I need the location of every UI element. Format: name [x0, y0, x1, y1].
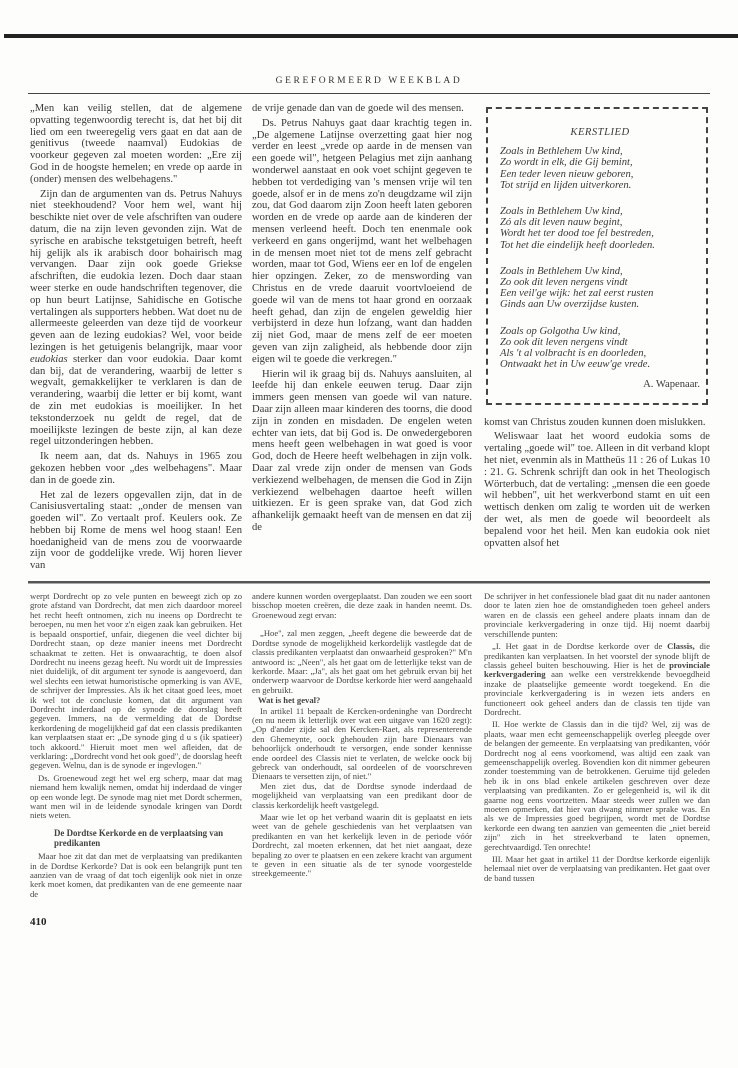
poem-stanza [500, 266, 700, 311]
upper-section [0, 103, 738, 575]
text-run: „I. Het gaat in de Dordtse kerkorde over de [492, 641, 668, 652]
poem-author: A. Wapenaar. [643, 379, 700, 391]
poem-line: Een veil'ge wijk: het zal eerst rusten [500, 288, 654, 300]
paragraph: andere kunnen worden overgeplaatst. Dan zouden we een soort bisschop moeten creëren, die deze zaak in handen neemt. Ds. Groenewoud zegt ervan: [252, 591, 472, 620]
poem-stanza [500, 206, 700, 251]
paragraph: Maar wie let op het verband waarin dit is geplaatst en iets weet van de gehele geschiedenis van het verplaatsen van predikanten en van het kerkelijk leven in de periode vóór Dordrecht, zal moeten erkennen, dat het niet aangaat, deze bepaling zo over te plaatsen en een zekere kracht van argument te geven in een situatie als de ter synode voorgestelde streekgemeente." [252, 812, 472, 879]
text-run: die predikanten kan verplaatsen. In het voorstel der synode blijft de classis geheel buiten beschouwing. Hier is het de [484, 641, 710, 670]
text-run: Zijn dan de argumenten van ds. Petrus Nahuys niet steekhoudend? Voor hem wel, want hij beschikte niet over de vele afschriften van oudere datum, die na zijn leven gevonden zijn. Wat de syrische en arabische tekstgetuigen betreft, heeft hij gelijk als ik arabisch door bohairisch mag vervangen. Daar zijn ook goede Griekse afschriften, die eudokia lezen. Doch daar staan weer sterke en oude handschriften tegenover, die op hun beurt Latijnse, Sahidische en Gotische vertalingen als supporters hebben. Wat doet nu de allermeeste geleerden van deze tijd de voorkeur geven aan de lezing eudokias? Wel, voor beide lezingen is het getuigenis belangrijk, maar voor [30, 188, 242, 353]
bold-term: provinciale kerkvergadering [484, 659, 710, 680]
poem-line: Tot strijd en lijden uitverkoren. [500, 179, 632, 191]
paragraph: Ik neem aan, dat ds. Nahuys in 1965 zou gekozen hebben voor „des welbehagens". Maar dan in de goede zin. [30, 451, 242, 486]
paragraph: Ds. Petrus Nahuys gaat daar krachtig tegen in. „De algemene Latijnse overzetting gaat hier nog verder en leest „vrede op aarde in de mensen van een goede wil", hetgeen Pelagius met zijn aanhang wonderwel aanstaat en ook voet schijnt gegeven te hebben tot verdediging van 's mensen vrije wil ten goede, alsof er in de mens zo'n deugdzame wil zijn zou, dat God daarom zijn Zoon heeft laten geboren worden en de vrede op aarde aan de kinderen der mensen verleend heeft. Doch ten enenmale ook verkeerd en gans ongerijmd, want het welbehagen in de mensen moet niet tot de mens zelf gebracht worden, maar tot God, Wiens eer en lof de engelen hier opzingen. Zeker, zo de menswording van Christus en de vrede daaruit voortvloeiend de goede wil van de mens tot haar grond en oorzaak heeft gehad, dan zijn de engelen geweldig hier verbijsterd in deze hun lofzang, want dan hadden zij niet God, maar de mens zelf de eer moeten geven van zijn zaligheid, als hebbende door zijn eigen wil te goede die verkregen." [252, 117, 472, 365]
lower-section [0, 592, 738, 902]
poem-title: KERSTLIED [570, 127, 630, 138]
poem-box-kerstlied [486, 107, 708, 405]
poem-line: Zoals op Golgotha Uw kind, [500, 325, 621, 337]
paragraph: II. Hoe werkte de Classis dan in die tijd? Wel, zij was de plaats, waar men echt gemeenschappelijk overleg pleegde over de belangen der gemeente. En verplaatsing van predikanten, vóór Dordrecht nog al eens voorkomend, was altijd een zaak van gemeenschappelijk overleg. Bovendien kon dit nimmer gebeuren zonder toestemming van de betrokkenen. Geruime tijd geleden heb ik in ons blad enkele artikelen geschreven over deze verplaatsing van predikanten. Zo er gelegenheid is, wil ik dit gaarne nog eens voortzetten. Maar steeds weer zullen we dan moeten opmerken, dat hier van dwang nimmer sprake was. En als we de Impressies goed begrijpen, wordt met de Dordtse kerkorde een dwang ten aanzien van gemeenten die „niet bereid zijn" zich in het streekverband te laten opnemen, gerechtvaardigd. Ten onrechte! [484, 719, 710, 852]
poem-line: Zoals in Bethlehem Uw kind, [500, 206, 623, 218]
paragraph [484, 642, 710, 717]
paragraph: Weliswaar laat het woord eudokia soms de vertaling „goede wil" toe. Alleen in dit verband klopt het niet, evenmin als in Mattheüs 11 : 26 of Lukas 10 : 21. G. Schrenk schrijft dan ook in het Theologisch Wörterbuch, dat de vertaling: „mensen die een goede wil hebben", uit het werkverbond stamt en uit een wettisch denken om zalig te worden uit de werken der wet, als men de goede wil beoordeelt als bepalend voor het heil. Men kan eudokia ook niet opvatten alsof het [484, 431, 710, 549]
poem-line: Wordt het ter dood toe fel bestreden, [500, 228, 654, 240]
paragraph: Maar hoe zit dat dan met de verplaatsing van predikanten in de Dordtse Kerkorde? Dat is ook een belangrijk punt ten aanzien van de vraag of dat toch eigenlijk ook niet in onze kerk moet komen, dat predikanten van de ene gemeente naar de [30, 851, 242, 899]
poem-line: Zo ook dit leven nergens vindt [500, 336, 628, 348]
poem-stanza [500, 146, 700, 191]
bold-term: Classis, [667, 641, 695, 652]
quote-paragraph: „Hoe", zal men zeggen, „heeft degene die beweerde dat de Dordtse synode de mogelijkheid kerkordelijk vastlegde dat de classis predikanten verplaatst dan onwaarheid gesproken?" M'n antwoord is: „Neen", als het gaat om de letterlijke tekst van de kerkorde. Maar: „Ja", als het gaat om het gebruik ervan bij het onderwerp waarvoor de Dordtse kerkorde hier werd aangehaald en gebruikt. [252, 628, 472, 695]
poem-line: Als 't al volbracht is en doorleden, [500, 348, 647, 360]
poem-stanza [500, 326, 700, 371]
paragraph: werpt Dordrecht op zo vele punten en beweegt zich op zo grote afstand van Dordrecht, dat men zich daardoor moreel het recht heeft ontnomen, zich nu ineens op Dordrecht te beroepen, nu men het voor z'n eigen zaak kan gebruiken. Het is bepaald onsportief, unfair, diegenen die veel dichter bij Dordrecht staan, op deze manier ineens met Dordrecht schaakmat te zetten. Het is onwaarachtig, te doen alsof Dordrecht nu ineens gezag heeft. Nu wordt uit de Impressies niet duidelijk, of dit argument ter synode is aangevoerd, dan wel slechts een ietwat humoristische opmerking is van AVE, de schrijver der Impressies. Als ik het citaat goed lees, moet ik wel tot de conclusie komen, dat dit argument van Dordrecht inderdaad op de synode de doorslag heeft gegeven. Immers, na de vermelding dat de Dordtse kerkordening de mogelijkheid gaf dat een classis predikanten kan verplaatsen staat er: „De synode ging d u s (ik spatieer) toch akkoord." Hieruit moet men wel afleiden, dat de verklaring: „Dordrecht vond het ook goed", de doorslag heeft gegeven. Welnu, dan is de synode er ingevlogen." [30, 591, 242, 771]
section-divider [28, 581, 710, 584]
top-rule [4, 34, 738, 38]
paragraph [30, 189, 242, 449]
lower-column-1 [30, 592, 242, 902]
poem-line: Zoals in Bethlehem Uw kind, [500, 146, 623, 158]
subheading: Wat is het geval? [258, 695, 321, 706]
poem-line: Zo wordt in elk, die Gij bemint, [500, 157, 633, 169]
paragraph: III. Maar het gaat in artikel 11 der Dordtse kerkorde eigenlijk helemaal niet over de verplaatsing van predikanten. Het gaat over de band tussen [484, 854, 710, 883]
page-number: 410 [30, 916, 47, 929]
lower-column-3 [484, 592, 710, 886]
poem-line: Zoals in Bethlehem Uw kind, [500, 265, 623, 277]
running-header: GEREFORMEERD WEEKBLAD [275, 76, 463, 86]
page-body [0, 103, 738, 928]
section-heading: De Dordtse Kerkorde en de verplaatsing van predikanten [54, 827, 224, 849]
paragraph: De schrijver in het confessionele blad gaat dit nu nader aantonen door te laten zien hoe de omstandigheden toen geheel anders waren en de classis een geheel andere plaats innam dan de provinciale kerkvergadering in onze tijd. Hij noemt daarbij verschillende punten: [484, 591, 710, 639]
italic-term: eudokias [30, 353, 68, 365]
paragraph: „Men kan veilig stellen, dat de algemene opvatting tegenwoordig terecht is, dat het bij dit lied om een tweeregelig vers gaat en dat aan de genitivus (tweede naamval) Eudokias de voorkeur gegeven zal moeten worden: „Ere zij God in de hoogste hemelen; en vrede op aarde in (onder) mensen des welbehagens." [30, 103, 242, 185]
paragraph: Men ziet dus, dat de Dordtse synode inderdaad de mogelijkheid van verplaatsing van een predikant door de classis kerkordelijk heeft vastgelegd. [252, 780, 472, 810]
header-rule [28, 93, 710, 94]
upper-column-1 [30, 103, 242, 575]
upper-column-2 [252, 103, 472, 537]
paragraph: de vrije genade dan van de goede wil des mensen. [252, 103, 464, 114]
paragraph: Hierin wil ik graag bij ds. Nahuys aansluiten, al leefde hij dan enkele eeuwen terug. Daar zijn immers geen mensen van goede wil van nature. Daar zijn alleen maar kinderen des toorns, die dood zijn in zonden en misdaden. De engelen weten echter van iets, dat bij God is. De onwedergeboren mens heeft geen welbehagen in wat goed is voor God, doch de Heere heeft welbehagen in zijn volk. Daar zal vrede zijn onder de mensen van Gods verkiezend welbehagen, de mensen die God in Zijn verkiezend welbehagen daartoe heeft willen uitkiezen. Er is geen sprake van, dat God zich afhankelijk gemaakt heeft van de mensen en dat zij de [252, 368, 472, 533]
poem-line: Tot het die eindelijk heeft doorleden. [500, 239, 655, 251]
paragraph: Ds. Groenewoud zegt het wel erg scherp, maar dat mag niemand hem kwalijk nemen, omdat hij inderdaad de vinger op een wonde legt. De synode mag niet met Dordt schermen, want men wil in de leidende synodale kringen van Dordt niets weten. [30, 772, 242, 821]
poem-line: Ginds aan Uw overzijdse kusten. [500, 299, 640, 311]
poem-line: Ontwaakt het in Uw eeuw'ge vrede. [500, 359, 651, 371]
text-run: aan welke een verstrekkende bevoegdheid inzake de plaatselijke gemeente wordt toegekend. En die provinciale kerkvergadering is in wezen iets anders en functioneert ook geheel anders dan de classis ten tijde van Dordrecht. [484, 669, 710, 717]
poem-line: Zo ook dit leven nergens vindt [500, 277, 628, 289]
lower-column-2 [252, 592, 472, 882]
paragraph: Het zal de lezers opgevallen zijn, dat in de Canisiusvertaling staat: „onder de mensen van goeden wil". Zo vertaalt prof. Keulers ook. Ze hebben bij Rome de mens wel hoog staan! Een hoedanigheid van de mens zou de voorwaarde zijn voor de goddelijke vrede. Wij horen liever van [30, 489, 242, 572]
paragraph: In artikel 11 bepaalt de Kercken-ordeninghe van Dordrecht (en nu neem ik letterlijk over wat een uitgave van 1620 zegt): „Op d'ander zijde sal den Kercken-Raet, als representerende den Ghemeynte, oock ghehouden zijn hare Dienaars van behoorlijck onderhoudt te versorgen, ende sonder kennisse ende oordeel des Classis niet te verlaten, de welcke oock bij gebreck van onderhoudt, sal oordeelen of de voorschreven Dienaars te versetten zijn, of niet." [252, 705, 472, 782]
upper-column-3 [484, 103, 710, 552]
paragraph: komst van Christus zouden kunnen doen mislukken. [484, 416, 706, 428]
text-run: sterker dan voor eudokia. Daar komt dan bij, dat de verandering, waarbij de letter s wegvalt, gemakkelijker te verklaren is dan de verandering, waarbij die letter er bij komt, want de zin met eudokias is moeilijker. In het tekstonderzoek nu geldt de regel, dat de moeilijkste lezingen de beste zijn, al kan deze regel uitzonderingen hebben. [30, 353, 242, 448]
poem-line: Een teder leven nieuw geboren, [500, 168, 634, 180]
poem-line: Zó als dit leven nauw begint, [500, 217, 623, 229]
